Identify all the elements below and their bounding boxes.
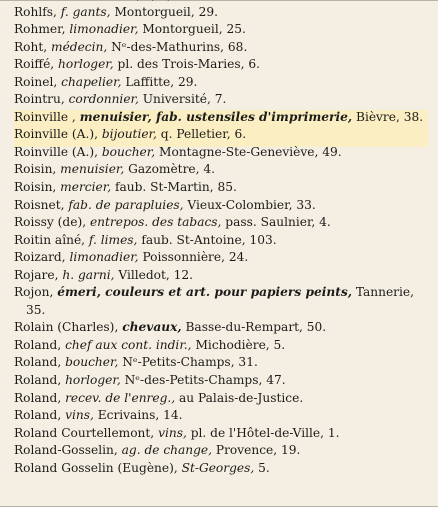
entry-name: Roinville (A.), <box>14 127 98 142</box>
directory-entry <box>14 91 424 109</box>
entry-occupation: chevaux, <box>122 320 182 335</box>
entry-occupation: horloger, <box>58 57 114 72</box>
entry-name: Roht, <box>14 39 48 54</box>
entry-name: Roisnet, <box>14 197 65 212</box>
entry-occupation <box>136 0 208 1</box>
directory-entry <box>14 249 424 267</box>
entry-address <box>213 0 300 1</box>
entry-occupation: bijoutier, <box>101 127 157 142</box>
entry-address: Université, 7. <box>142 92 227 107</box>
entry-name <box>14 0 133 1</box>
directory-entry <box>14 460 424 478</box>
entry-occupation: chef aux cont. indir., <box>65 337 192 352</box>
entry-address: Ecrivains, 14. <box>97 408 183 423</box>
entry-address: au Palais-de-Justice. <box>179 390 304 405</box>
entry-address: Montorgueil, 29. <box>114 4 218 19</box>
entry-name: Roland, <box>14 408 62 423</box>
directory-entry <box>14 337 424 355</box>
entry-name: Roinville (A.), <box>14 144 98 159</box>
entry-address: Montorgueil, 25. <box>142 22 246 37</box>
directory-entry <box>14 354 424 372</box>
directory-entry <box>14 407 424 425</box>
entry-name: Roland Courtellemont, <box>14 425 155 440</box>
directory-entry-highlighted <box>14 109 424 127</box>
entry-address: Laffitte, 29. <box>125 74 198 89</box>
directory-entry <box>14 126 424 144</box>
directory-entry <box>14 144 424 162</box>
entry-name: Rointru, <box>14 92 65 107</box>
directory-entry <box>14 197 424 215</box>
entry-name: Roitin aîné, <box>14 232 86 247</box>
entry-address: Villedot, 12. <box>118 267 194 282</box>
entry-occupation: menuisier, <box>60 162 125 177</box>
entry-name: Rohmer, <box>14 22 66 37</box>
entry-occupation: mercier, <box>60 180 112 195</box>
entry-address: pass. Saulnier, 4. <box>225 215 331 230</box>
entry-name: Roland-Gosselin, <box>14 443 118 458</box>
entry-occupation: entrepos. des tabacs, <box>89 215 222 230</box>
entry-address: Nᵉ-des-Petits-Champs, 47. <box>124 373 286 388</box>
entry-name: Roissy (de), <box>14 215 87 230</box>
directory-entry <box>14 372 424 390</box>
entry-name: Roisin, <box>14 180 57 195</box>
entry-occupation: émeri, couleurs et art. pour papiers peints, <box>57 285 352 300</box>
entry-name: Rojon, <box>14 285 54 300</box>
directory-entry <box>14 390 424 408</box>
entry-name: Roinel, <box>14 74 58 89</box>
entry-occupation: vins, <box>65 408 94 423</box>
entry-address: 5. <box>258 460 270 475</box>
entry-occupation: horloger, <box>65 373 121 388</box>
entry-address: faub. St-Martin, 85. <box>114 180 237 195</box>
directory-entry <box>14 232 424 250</box>
directory-entry <box>14 267 424 285</box>
entry-name: Roland Gosselin (Eugène), <box>14 460 178 475</box>
entry-occupation: h. garni, <box>62 267 115 282</box>
entry-occupation: médecin, <box>51 39 108 54</box>
directory-entry <box>14 442 424 460</box>
entry-address: Vieux-Colombier, 33. <box>187 197 316 212</box>
entry-address: Nᵉ-Petits-Champs, 31. <box>122 355 258 370</box>
directory-entry <box>14 74 424 92</box>
directory-entry <box>14 214 424 232</box>
entry-address: Gazomètre, 4. <box>128 162 215 177</box>
entry-name: Roland, <box>14 355 62 370</box>
entry-address: Montagne-Ste-Geneviève, 49. <box>159 144 342 159</box>
directory-entry <box>14 319 424 337</box>
entry-name: Roland, <box>14 390 62 405</box>
entry-occupation: recev. de l'enreg., <box>65 390 176 405</box>
entry-occupation: f. limes, <box>88 232 138 247</box>
directory-entry <box>14 161 424 179</box>
entry-occupation: vins, <box>158 425 187 440</box>
entry-occupation: menuisier, fab. ustensiles d'imprimerie, <box>79 109 353 124</box>
entry-occupation: f. gants, <box>60 4 111 19</box>
entry-occupation: boucher, <box>101 144 156 159</box>
entry-name: Roland, <box>14 373 62 388</box>
entry-address: Poissonnière, 24. <box>142 250 249 265</box>
entry-name: Roiffé, <box>14 57 55 72</box>
entry-occupation: fab. de parapluies, <box>68 197 184 212</box>
entry-name: Rolain (Charles), <box>14 320 119 335</box>
entry-occupation: chapelier, <box>61 74 122 89</box>
directory-entry <box>14 56 424 74</box>
entry-name: Roland, <box>14 337 62 352</box>
directory-entry <box>14 284 424 319</box>
entry-address: pl. des Trois-Maries, 6. <box>117 57 261 72</box>
entry-address: q. Pelletier, 6. <box>160 127 247 142</box>
entry-name: Roizard, <box>14 250 66 265</box>
entry-name: Rojare, <box>14 267 59 282</box>
entry-occupation: St-Georges, <box>181 460 255 475</box>
entry-address: Tannerie, 35. <box>26 285 414 317</box>
entry-name: Rohlfs, <box>14 4 57 19</box>
directory-entry <box>14 425 424 443</box>
directory-entries-list <box>14 0 424 477</box>
entry-occupation: boucher, <box>65 355 119 370</box>
entry-address: Nᵉ-des-Mathurins, 68. <box>111 39 248 54</box>
directory-entry <box>14 21 424 39</box>
entry-address: pl. de l'Hôtel-de-Ville, 1. <box>190 425 340 440</box>
directory-entry <box>14 179 424 197</box>
entry-address: Basse-du-Rempart, 50. <box>185 320 327 335</box>
entry-address: Michodière, 5. <box>195 337 286 352</box>
entry-occupation: limonadier, <box>69 250 139 265</box>
entry-occupation: limonadier, <box>69 22 139 37</box>
entry-address: Provence, 19. <box>215 443 301 458</box>
entry-occupation: cordonnier, <box>68 92 139 107</box>
entry-address: Bièvre, 38. <box>355 109 424 124</box>
directory-entry <box>14 4 424 22</box>
entry-name: Roinville , <box>14 109 76 124</box>
entry-address: faub. St-Antoine, 103. <box>141 232 277 247</box>
directory-entry <box>14 39 424 57</box>
entry-name: Roisin, <box>14 162 57 177</box>
entry-occupation: ag. de change, <box>121 443 213 458</box>
